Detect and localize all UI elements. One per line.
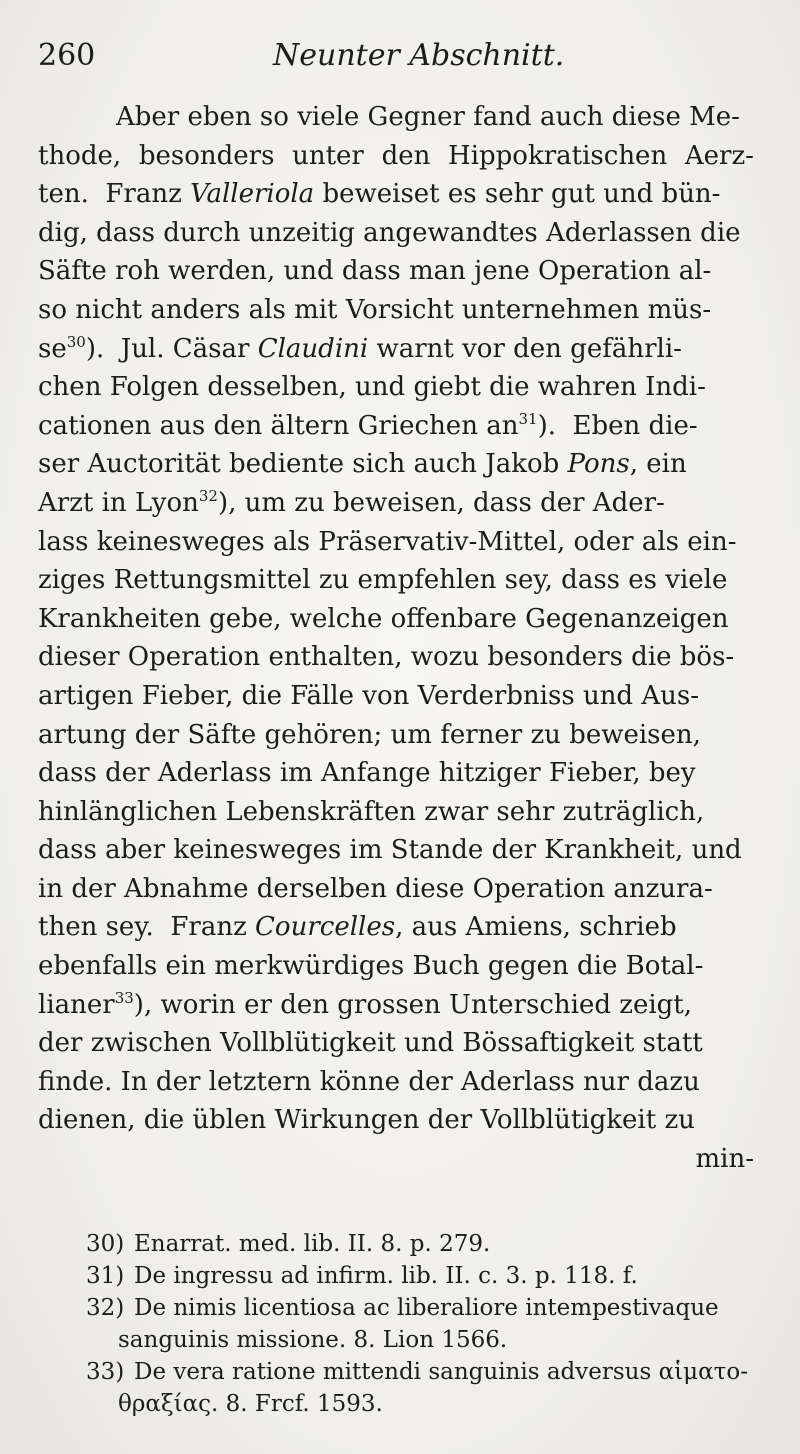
text-line: so nicht anders als mit Vorsicht unternehmen müs- (38, 294, 712, 325)
page-number: 260 (38, 38, 96, 73)
person-name: Courcelles (255, 912, 396, 943)
text-line: cationen aus den ältern Griechen $an^{31}$). Eben die- (38, 409, 698, 441)
text-line: ziges Rettungsmittel zu empfehlen sey, dass es viele (38, 565, 728, 596)
page-header (38, 38, 760, 82)
text-line: in der Abnahme derselben diese Operation anzura- (38, 873, 713, 904)
text-line: dig, dass durch unzeitig angewandtes Aderlassen die (38, 217, 741, 248)
text-line: lianer$^{33}$), worin er den grossen Unterschied zeigt, (38, 988, 692, 1020)
text-line: dienen, die üblen Wirkungen der Vollblütigkeit zu (38, 1105, 695, 1136)
text-line: ser Auctorität bediente sich auch Jakob Pons, ein (38, 449, 687, 480)
text-line: chen Folgen desselben, und giebt die wahren Indi- (38, 372, 706, 403)
footnote-ref: 30 (66, 332, 86, 351)
text-line: dass der Aderlass im Anfange hitziger Fieber, bey (38, 758, 696, 789)
text-line: ebenfalls ein merkwürdiges Buch gegen die Botal- (38, 951, 704, 982)
footnote-ref: 31 (518, 409, 538, 428)
footnote-33: 33) De vera ratione mittendi sanguinis adversus αἱματο- (86, 1359, 748, 1385)
text-line: thode, besonders unter den Hippokratischen Aerz- (38, 140, 754, 171)
footnote-31: 31) De ingressu ad infirm. lib. II. c. 3. p. 118. f. (86, 1263, 638, 1289)
person-name: Pons (567, 449, 630, 480)
text-line: hinlänglichen Lebenskräften zwar sehr zuträglich, (38, 796, 705, 827)
person-name: Claudini (257, 333, 369, 364)
footnote-ref: 32 (198, 486, 218, 505)
text-line: dieser Operation enthalten, wozu besonders die bös- (38, 642, 735, 673)
text-line: artung der Säfte gehören; um ferner zu beweisen, (38, 719, 701, 750)
footnote-32: 32) De nimis licentiosa ac liberaliore intempestivaque (86, 1295, 719, 1321)
text-line: Säfte roh werden, und dass man jene Operation al- (38, 256, 712, 287)
text-line: then sey. Franz Courcelles, aus Amiens, schrieb (38, 912, 677, 943)
footnote-33-continued: θραξίας. 8. Frcf. 1593. (118, 1391, 383, 1417)
text-line: Arzt in Lyon$^{32}$), um zu beweisen, dass der Ader- (38, 486, 665, 518)
catchword: min- (695, 1144, 754, 1175)
text-line: finde. In der letztern könne der Aderlass nur dazu (38, 1066, 700, 1097)
text-line: dass aber keinesweges im Stande der Krankheit, und (38, 835, 742, 866)
footnotes (86, 1228, 766, 1420)
footnote-30: 30) Enarrat. med. lib. II. 8. p. 279. (86, 1231, 491, 1257)
text-line: ten. Franz Valleriola beweiset es sehr gut und bün- (38, 179, 721, 210)
text-line: Aber eben so viele Gegner fand auch diese Me- (116, 102, 740, 132)
body-text (38, 98, 754, 1179)
text-line: artigen Fieber, die Fälle von Verderbniss und Aus- (38, 680, 699, 711)
text-line: der zwischen Vollblütigkeit und Bössaftigkeit statt (38, 1028, 703, 1059)
text-line: $se^{30}$). Jul. Cäsar Claudini warnt vor den gefährli- (38, 332, 682, 364)
footnote-ref: 33 (114, 988, 134, 1007)
text-line: Krankheiten gebe, welche offenbare Gegenanzeigen (38, 603, 729, 634)
text-line: lass keinesweges als Präservativ-Mittel, oder als ein- (38, 526, 737, 557)
person-name: Valleriola (190, 179, 315, 210)
running-title: Neunter Abschnitt. (273, 38, 565, 73)
footnote-32-continued: sanguinis missione. 8. Lion 1566. (118, 1327, 508, 1353)
